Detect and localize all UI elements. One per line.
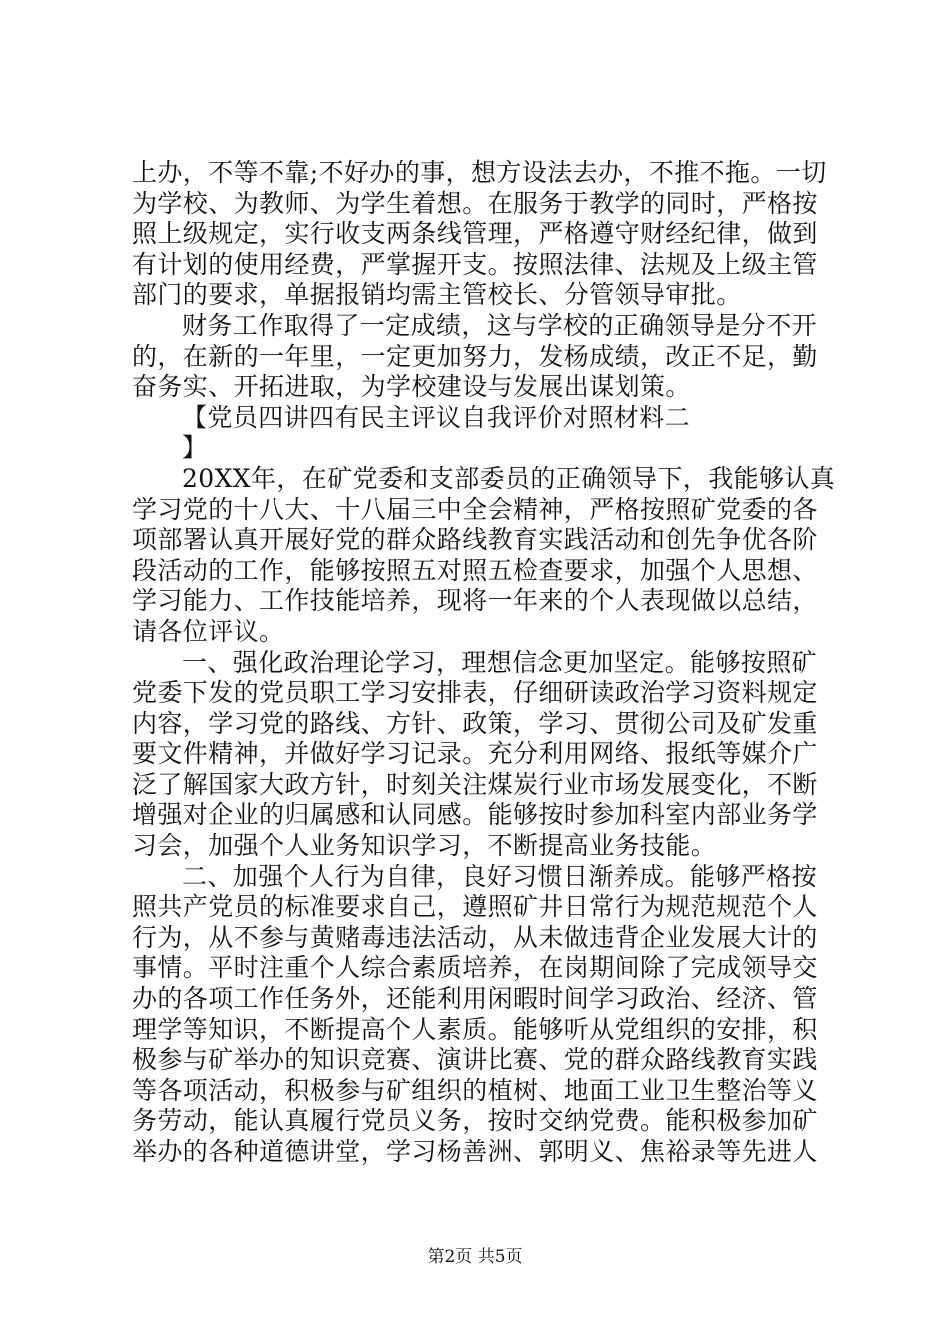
text-line: 【党员四讲四有民主评议自我评价对照材料二 <box>182 402 691 432</box>
text-line: 照共产党员的标准要求自己，遵照矿井日常行为规范规范个人 <box>132 892 818 922</box>
text-line: 内容，学习党的路线、方针、政策，学习、贯彻公司及矿发重 <box>132 708 818 738</box>
text-line: 举办的各种道德讲堂，学习杨善洲、郭明义、焦裕录等先进人 <box>132 1137 818 1166</box>
text-line: 学习党的十八大、十八届三中全会精神，严格按照矿党委的各 <box>132 494 818 524</box>
text-line: 项部署认真开展好党的群众路线教育实践活动和创先争优各阶 <box>132 525 818 555</box>
page-footer: 第2页 共5页 <box>427 1247 523 1267</box>
text-line: 段活动的工作，能够按照五对照五检查要求，加强个人思想、 <box>132 555 818 585</box>
document-body <box>132 158 836 1168</box>
text-line: 事情。平时注重个人综合素质培养，在岗期间除了完成领导交 <box>132 953 818 983</box>
text-line: 学习能力、工作技能培养，现将一年来的个人表现做以总结， <box>132 586 818 616</box>
text-line: 等各项活动，积极参与矿组织的植树、地面工业卫生整治等义 <box>132 1075 818 1105</box>
text-line: 党委下发的党员职工学习安排表，仔细研读政治学习资料规定 <box>132 678 818 708</box>
text-line: 极参与矿举办的知识竞赛、演讲比赛、党的群众路线教育实践 <box>132 1045 818 1075</box>
text-line: 奋务实、开拓进取，为学校建设与发展出谋划策。 <box>132 372 691 402</box>
text-line: 有计划的使用经费，严掌握开支。按照法律、法规及上级主管 <box>132 249 818 279</box>
text-line: 照上级规定，实行收支两条线管理，严格遵守财经纪律，做到 <box>132 219 818 249</box>
text-line: 习会，加强个人业务知识学习，不断提高业务技能。 <box>132 831 717 861</box>
text-line: 务劳动，能认真履行党员义务，按时交纳党费。能积极参加矿 <box>132 1106 818 1136</box>
text-line: 为学校、为教师、为学生着想。在服务于教学的同时，严格按 <box>132 188 818 218</box>
text-line: 】 <box>182 433 208 463</box>
text-line: 上办，不等不靠;不好办的事，想方设法去办，不推不拖。一切 <box>132 158 827 187</box>
text-line: 财务工作取得了一定成绩，这与学校的正确领导是分不开 <box>182 310 818 340</box>
text-line: 要文件精神，并做好学习记录。充分利用网络、报纸等媒介广 <box>132 739 818 769</box>
text-line: 办的各项工作任务外，还能利用闲暇时间学习政治、经济、管 <box>132 984 818 1014</box>
text-line: 行为，从不参与黄赌毒违法活动，从未做违背企业发展大计的 <box>132 922 818 952</box>
text-line: 增强对企业的归属感和认同感。能够按时参加科室内部业务学 <box>132 800 818 830</box>
text-line: 二、加强个人行为自律，良好习惯日渐养成。能够严格按 <box>182 861 818 891</box>
text-line: 泛了解国家大政方针，时刻关注煤炭行业市场发展变化，不断 <box>132 769 818 799</box>
text-line: 20XX年，在矿党委和支部委员的正确领导下，我能够认真 <box>182 463 836 493</box>
text-line: 请各位评议。 <box>132 616 285 646</box>
text-line: 理学等知识，不断提高个人素质。能够听从党组织的安排，积 <box>132 1014 818 1044</box>
text-line: 的，在新的一年里，一定更加努力，发杨成绩，改正不足，勤 <box>132 341 818 371</box>
text-line: 一、强化政治理论学习，理想信念更加坚定。能够按照矿 <box>182 647 818 677</box>
text-line: 部门的要求，单据报销均需主管校长、分管领导审批。 <box>132 280 742 310</box>
